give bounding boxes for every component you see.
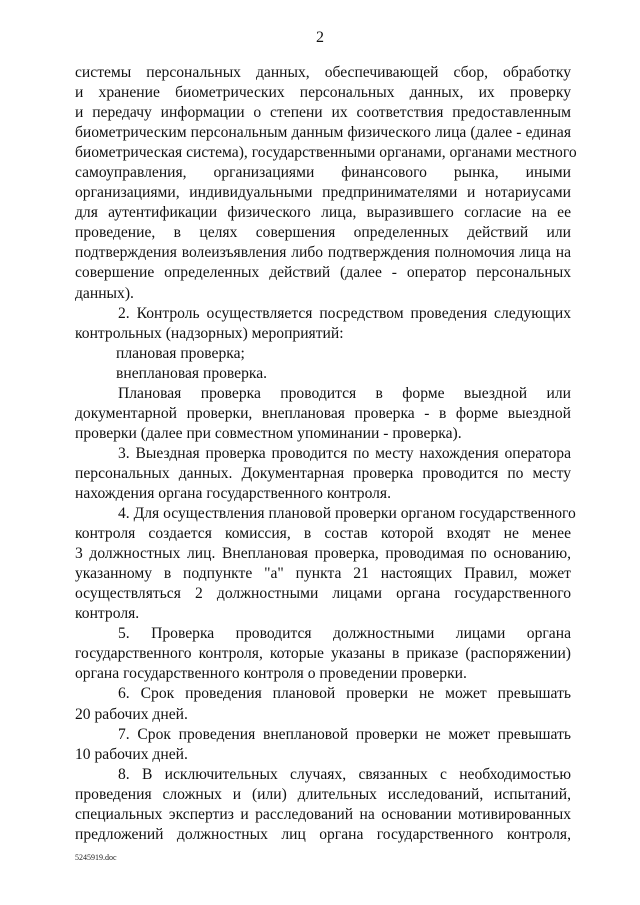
text-line: предложений должностных лиц органа государственного контроля,: [75, 825, 571, 843]
text-line: биометрическая система), государственными органами, органами местного: [75, 144, 577, 162]
text-line: данных).: [75, 284, 134, 302]
text-line: 20 рабочих дней.: [75, 705, 188, 723]
text-line: органа государственного контроля о проведении проверки.: [75, 665, 467, 683]
text-line: подтверждения волеизъявления либо подтверждения полномочия лица на: [75, 244, 571, 262]
text-line: 5. Проверка проводится должностными лицами органа: [118, 625, 571, 643]
text-line: 4. Для осуществления плановой проверки органом государственного: [118, 505, 576, 523]
text-line: и хранение биометрических персональных данных, их проверку: [75, 84, 571, 102]
text-line: государственного контроля, которые указаны в приказе (распоряжении): [75, 645, 571, 663]
text-line: осуществляться 2 должностными лицами органа государственного: [75, 585, 571, 603]
text-line: 3 должностных лиц. Внеплановая проверка, проводимая по основанию,: [75, 545, 571, 563]
document-file-id: 5245919.doc: [75, 853, 117, 862]
text-line: и передачу информации о степени их соответствия предоставленным: [75, 104, 571, 122]
text-line: проведения сложных и (или) длительных исследований, испытаний,: [75, 785, 571, 803]
text-line: проведение, в целях совершения определенных действий или: [75, 224, 571, 242]
text-line: 2. Контроль осуществляется посредством проведения следующих: [118, 304, 571, 322]
text-line: контроля.: [75, 605, 140, 623]
text-line: нахождения органа государственного контроля.: [75, 484, 392, 502]
text-line: самоуправления, организациями финансового рынка, иными: [75, 164, 571, 182]
text-line: 10 рабочих дней.: [75, 745, 188, 763]
text-line: 8. В исключительных случаях, связанных с необходимостью: [118, 765, 571, 783]
text-line: 6. Срок проведения плановой проверки не может превышать: [118, 685, 571, 703]
text-line: контрольных (надзорных) мероприятий:: [75, 324, 344, 342]
text-line: совершение определенных действий (далее - оператор персональных: [75, 264, 571, 282]
text-line: 3. Выездная проверка проводится по месту нахождения оператора: [118, 444, 571, 462]
text-line: документарной проверки, внеплановая проверка - в форме выездной: [75, 404, 571, 422]
text-line: плановая проверка;: [116, 344, 245, 362]
page-number: 2: [316, 29, 324, 46]
text-line: системы персональных данных, обеспечивающей сбор, обработку: [75, 64, 571, 81]
text-line: внеплановая проверка.: [116, 364, 268, 382]
text-line: 7. Срок проведения внеплановой проверки не может превышать: [118, 725, 571, 743]
text-line: организациями, индивидуальными предпринимателями и нотариусами: [75, 184, 571, 202]
text-line: проверки (далее при совместном упоминании - проверка).: [75, 424, 462, 442]
text-line: персональных данных. Документарная проверка проводится по месту: [75, 464, 571, 482]
text-line: указанному в подпункте "а" пункта 21 настоящих Правил, может: [75, 565, 571, 583]
text-line: для аутентификации физического лица, выразившего согласие на ее: [75, 204, 571, 222]
document-body: [75, 63, 577, 845]
text-line: биометрическим персональным данным физического лица (далее - единая: [75, 124, 571, 142]
text-line: контроля создается комиссия, в состав которой входят не менее: [75, 525, 571, 543]
text-line: специальных экспертиз и расследований на основании мотивированных: [75, 805, 571, 823]
text-line: Плановая проверка проводится в форме выездной или: [118, 384, 571, 402]
